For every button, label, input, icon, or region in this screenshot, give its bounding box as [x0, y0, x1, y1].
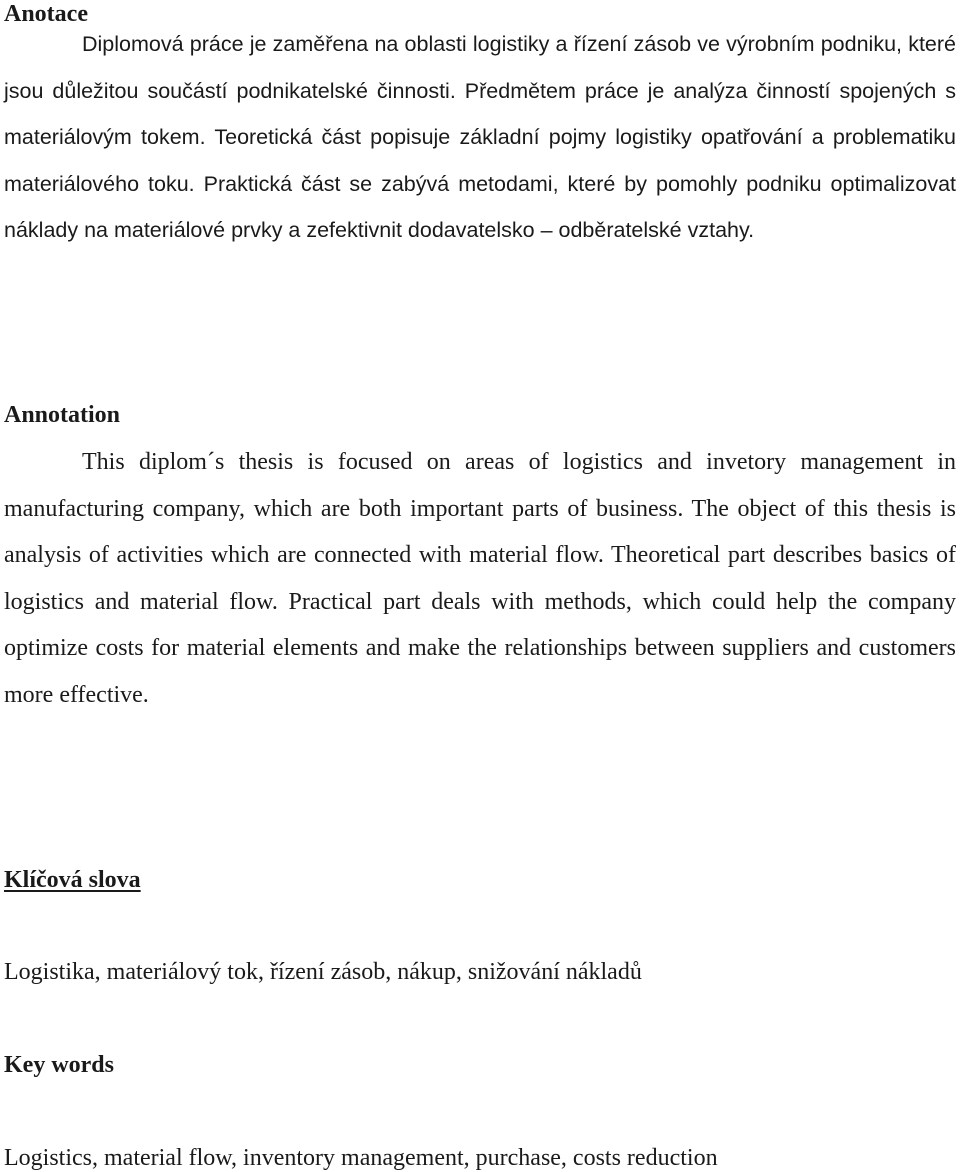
anotace-heading: Anotace [4, 1, 88, 27]
annotation-paragraph: This diplom´s thesis is focused on areas of logistics and invetory management in manufacturing company, which are both important parts of business. The object of this thesis is analysis of activities which are connected with material flow. Theoretical part describes basics of logistics and material flow. Practical part deals with methods, which could help the company optimize costs for material elements and make the relationships between suppliers and customers more effective. [4, 449, 956, 708]
klicova-slova-heading: Klíčová slova [4, 867, 141, 893]
anotace-paragraph: Diplomová práce je zaměřena na oblasti logistiky a řízení zásob ve výrobním podniku, které jsou důležitou součástí podnikatelské činnosti. Předmětem práce je analýza činností spojených s materiálovým tokem. Teoretická část popisuje základní pojmy logistiky opatřování a problematiku materiálového toku. Praktická část se zabývá metodami, které by pomohly podniku optimalizovat náklady na materiálové prvky a zefektivnit dodavatelsko – odběratelské vztahy. [4, 32, 956, 242]
klicova-slova-text: Logistika, materiálový tok, řízení zásob, nákup, snižování nákladů [4, 959, 642, 985]
key-words-text: Logistics, material flow, inventory management, purchase, costs reduction [4, 1145, 718, 1171]
key-words-heading: Key words [4, 1052, 114, 1078]
annotation-heading: Annotation [4, 402, 121, 428]
